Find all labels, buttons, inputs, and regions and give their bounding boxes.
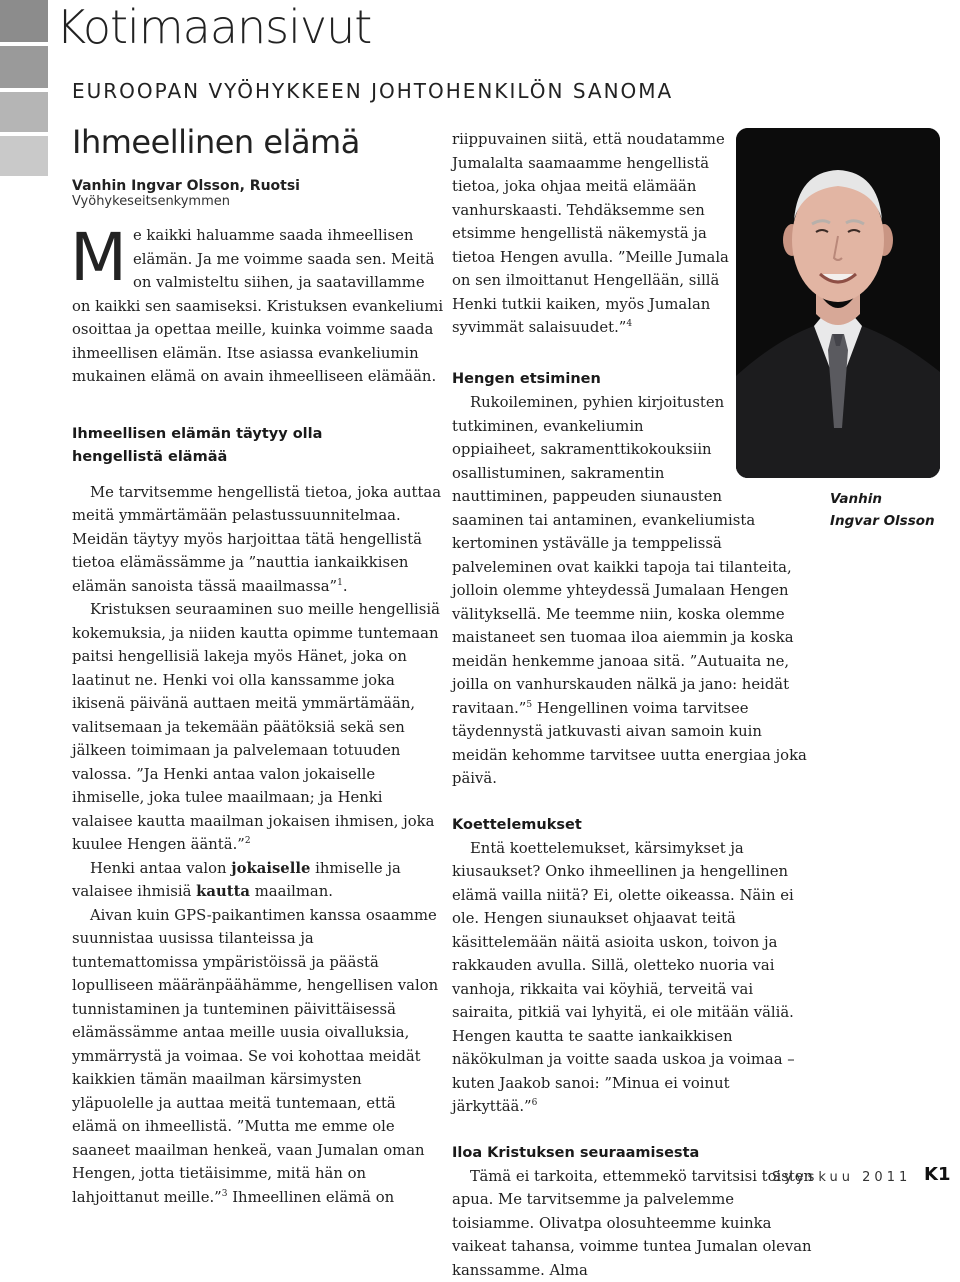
byline — [72, 178, 442, 209]
subheading-trials: Koettelemukset — [452, 814, 818, 837]
paragraph: Tämä ei tarkoita, ettemmekö tarvitsisi toisten apua. Me tarvitsemme ja palvelemme toisiamme. Olivatpa olosuhteemme kuinka vaikeat tahansa, voimme tuntea Jumalan olevan kanssamme. Alma — [452, 1165, 818, 1282]
paragraph: Aivan kuin GPS-paikantimen kanssa osaamme suunnistaa uusissa tilanteissa ja tuntemattomissa ympäristöissä ja päästä lopulliseen määränpäähämme, hengellisen valon tunnistaminen ja tunteminen päivittäisessä elämässämme antaa meille uusia oivalluksia, ymmärrystä ja voimaa. Se voi kohottaa meidät kaikkien tämän maailman kärsimysten yläpuolelle ja auttaa meitä tuntemaan, että elämä on ihmeellistä. ”Mutta me emme ole saaneet maailman henkeä, vaan Jumalan oman Hengen, jotta tietäisimme, mitä hän on lahjoittanut meille.”$^3$ Ihmeellinen elämä on — [72, 904, 444, 1210]
article-title: Ihmeellinen elämä — [72, 126, 360, 158]
intro-paragraph: Me kaikki haluamme saada ihmeellisen elämän. Ja me voimme saada sen. Meitä on valmisteltu siihen, ja saatavillamme on kaikki sen saamiseksi. Kristuksen evankeliumi osoittaa ja opettaa meille, kuinka voimme saada ihmeellisen elämän. Itse asiassa evankeliumin mukainen elämä on avain ihmeelliseen elämään. — [72, 224, 444, 389]
header-decor-square — [0, 136, 48, 176]
paragraph: Kristuksen seuraaminen suo meille hengellisiä kokemuksia, ja niiden kautta opimme tuntemaan paitsi hengellisiä lakeja myös Hänet, joka on laatinut ne. Henki voi olla kanssamme joka ikisenä päivänä auttaen meitä ymmärtämään, valitsemaan ja tekemään päätöksiä sekä sen jälkeen toimimaan ja palvelemaan totuuden valossa. ”Ja Henki antaa valon jokaiselle ihmiselle, joka tulee maailmaan; ja Henki valaisee kautta maailman jokaisen ihmisen, joka kuulee Hengen ääntä.”$^2$ — [72, 598, 444, 857]
section-kicker: EUROOPAN VYÖHYKKEEN JOHTOHENKILÖN SANOMA — [72, 81, 673, 101]
drop-cap: M — [70, 230, 127, 286]
header-decor-square — [0, 0, 48, 42]
page-number: K1 — [924, 1164, 950, 1185]
subheading-joy: Iloa Kristuksen seuraamisesta — [452, 1142, 818, 1165]
header-decor-square — [0, 46, 48, 88]
right-column-main — [452, 391, 818, 1282]
subheading-seeking-spirit: Hengen etsiminen — [452, 368, 601, 391]
author-role: Vyöhykeseitsenkymmen — [72, 194, 442, 209]
header-decor-square — [0, 92, 48, 132]
author-name: Vanhin Ingvar Olsson, Ruotsi — [72, 178, 442, 194]
issue-date: Syyskuu 2011 — [772, 1170, 911, 1185]
paragraph: Henki antaa valon jokaiselle ihmiselle ja valaisee ihmisiä kautta maailman. — [72, 857, 444, 904]
paragraph: Entä koettelemukset, kärsimykset ja kiusaukset? Onko ihmeellinen ja hengellinen elämä vailla niitä? Ei, olette oikeassa. Näin ei ole. Hengen siunaukset ohjaavat teitä käsittelemään näitä asioita uskon, toivon ja rakkauden avulla. Sillä, oletteko nuoria vai vanhoja, rikkaita vai köyhiä, terveitä vai sairaita, pitkiä vai lyhyitä, ei ole mitään väliä. Hengen kautta te saatte iankaikkisen näkökulman ja voitte saada uskoa ja voimaa – kuten Jaakob sanoi: ”Minua ei voinut järkyttää.”$^6$ — [452, 837, 818, 1119]
subheading-spiritual-life: Ihmeellisen elämän täytyy olla hengellistä elämää — [72, 423, 332, 469]
paragraph: Rukoileminen, pyhien kirjoitusten tutkiminen, evankeliumin oppiaiheet, sakramenttikokouksiin osallistuminen, sakramentin nauttiminen, pappeuden siunausten saaminen tai antaminen, evankeliumista kertominen ystävälle ja temppelissä palveleminen ovat kaikki tapoja tai tilanteita, jolloin olemme yhteydessä Jumalaan Hengen välityksellä. Me teemme niin, koska olemme maistaneet sen tuomaa iloa aiemmin ja koska meidän henkemme janoaa sitä. ”Autuaita ne, joilla on vanhurskauden nälkä ja jano: heidät ravitaan.”$^5$ Hengellinen voima tarvitsee täydennystä jatkuvasti aivan samoin kuin meidän kehomme tarvitsee uutta energiaa joka päivä. — [452, 391, 818, 791]
paragraph: riippuvainen siitä, että noudatamme Jumalalta saamaamme hengellistä tietoa, joka ohjaa meitä elämään vanhurskaasti. Tehdäksemme sen etsimme hengellistä näkemystä ja tietoa Hengen avulla. ”Meille Jumala on sen ilmoittanut Hengellään, sillä Henki tutkii kaiken, myös Jumalan syvimmät salaisuudet.”$^4$ — [452, 128, 732, 340]
paragraph: Me tarvitsemme hengellistä tietoa, joka auttaa meitä ymmärtämään pelastussuunnitelmaa. Meidän täytyy myös harjoittaa tätä hengellistä tietoa elämässämme ja ”nauttia iankaikkisen elämän sanoista tässä maailmassa”$^1$. — [72, 481, 444, 599]
section-title: Kotimaansivut — [56, 4, 371, 50]
right-column-top — [452, 128, 732, 340]
photo-caption: Vanhin Ingvar Olsson — [830, 488, 950, 532]
left-column — [72, 224, 444, 1209]
